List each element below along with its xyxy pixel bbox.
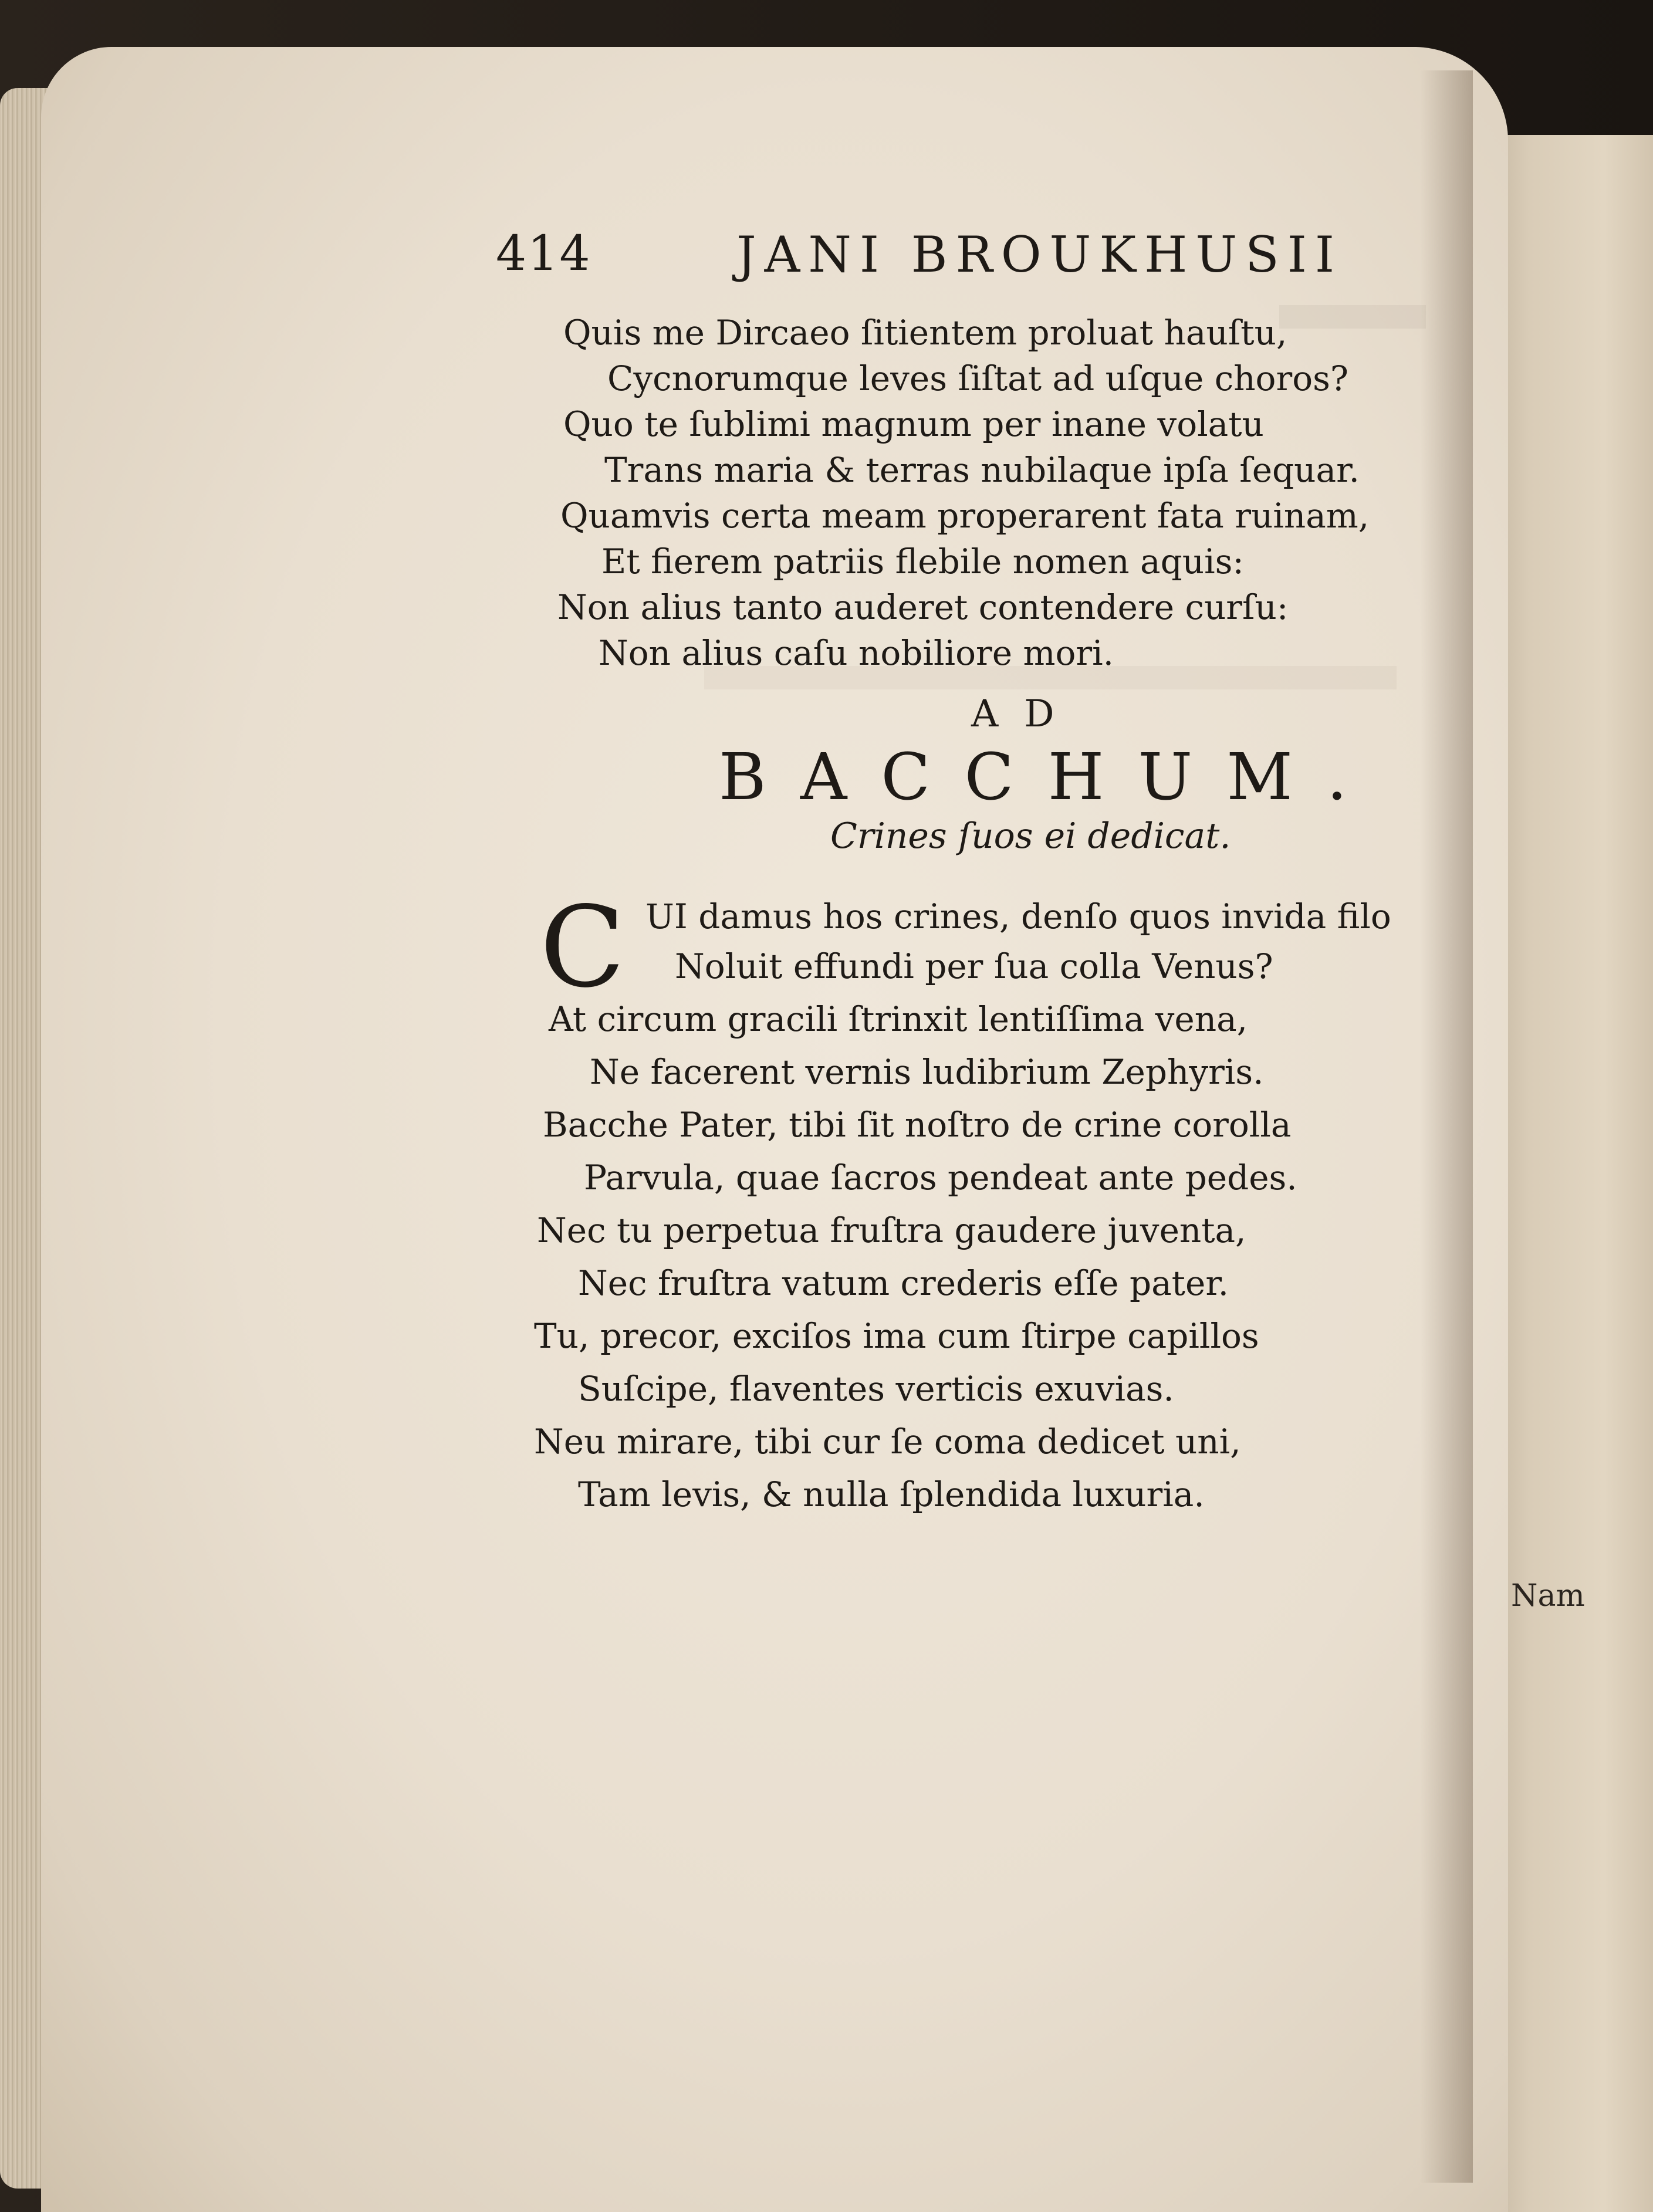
verse-line: Non alius caſu nobiliore mori. — [599, 633, 1114, 673]
verse-line: UI damus hos crines, denſo quos invida filo — [645, 897, 1391, 936]
page-gutter-shadow — [1420, 70, 1473, 2183]
verse-line: Noluit effundi per ſua colla Venus? — [675, 946, 1273, 986]
poem-title-ad: AD — [971, 692, 1080, 736]
verse-line: Suſcipe, flaventes verticis exuvias. — [578, 1369, 1174, 1409]
show-through — [1279, 305, 1426, 329]
verse-line: Quamvis certa meam properarent fata ruinam, — [560, 496, 1370, 536]
drop-cap: C — [540, 882, 626, 1012]
running-head — [496, 226, 1347, 296]
poem-subtitle: Crines ſuos ei dedicat. — [830, 816, 1231, 857]
running-head-title: JANI BROUKHUSII — [736, 226, 1343, 283]
verse-line: Ne facerent vernis ludibrium Zephyris. — [590, 1052, 1264, 1092]
verse-line: Tam levis, & nulla ſplendida luxuria. — [578, 1474, 1205, 1514]
verse-line: Trans maria & terras nubilaque ipſa ſequar. — [604, 450, 1360, 490]
verse-line: Tu, precor, exciſos ima cum ſtirpe capillos — [534, 1316, 1259, 1356]
poem-title: BACCHUM. — [719, 739, 1381, 814]
catchword: Nam — [1511, 1578, 1585, 1614]
verse-line: Quis me Dircaeo ſitientem proluat hauſtu, — [563, 313, 1287, 353]
verse-line: Bacche Pater, tibi ſit noſtro de crine corolla — [543, 1105, 1292, 1145]
verse-line: Cycnorumque leves ſiſtat ad uſque choros? — [607, 358, 1348, 398]
verse-line: Et fierem patriis flebile nomen aquis: — [601, 542, 1244, 581]
page-number: 414 — [496, 226, 591, 282]
verse-line: At circum gracili ſtrinxit lentiſſima vena, — [549, 999, 1248, 1039]
verse-line: Neu mirare, tibi cur ſe coma dedicet uni, — [534, 1422, 1241, 1462]
verse-line: Parvula, quae ſacros pendeat ante pedes. — [584, 1158, 1297, 1198]
verse-line: Nec tu perpetua fruſtra gaudere juventa, — [537, 1210, 1246, 1250]
verse-line: Nec fruſtra vatum crederis eſſe pater. — [578, 1263, 1229, 1303]
verse-line: Non alius tanto auderet contendere curſu: — [557, 587, 1289, 627]
verse-line: Quo te ſublimi magnum per inane volatu — [563, 404, 1264, 444]
